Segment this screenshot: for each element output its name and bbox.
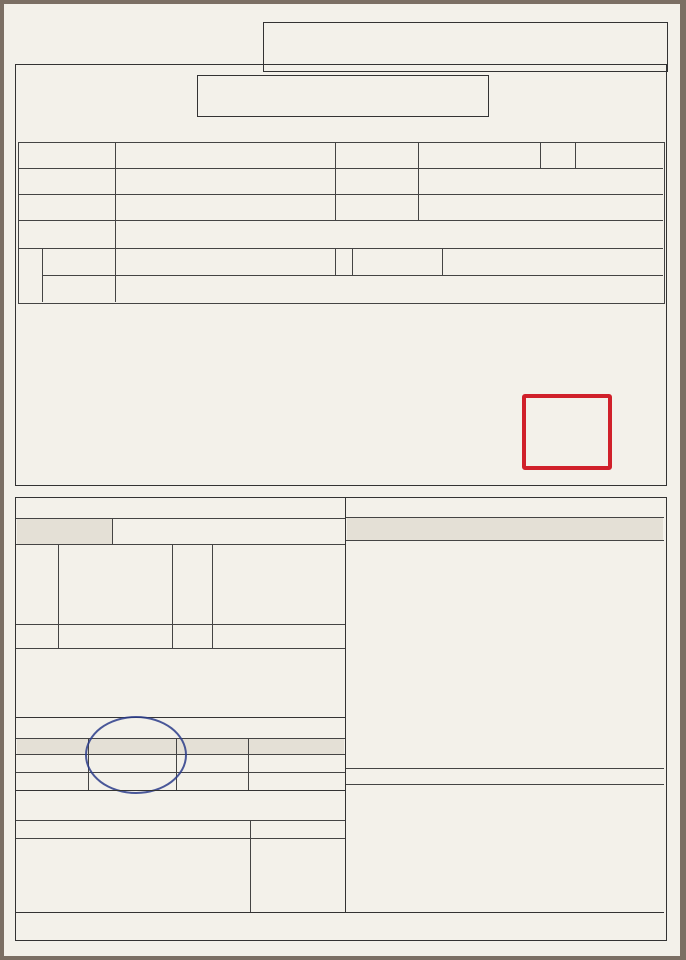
plate-stamp [85, 716, 187, 794]
title-box [197, 75, 489, 117]
official-seal [522, 394, 612, 470]
